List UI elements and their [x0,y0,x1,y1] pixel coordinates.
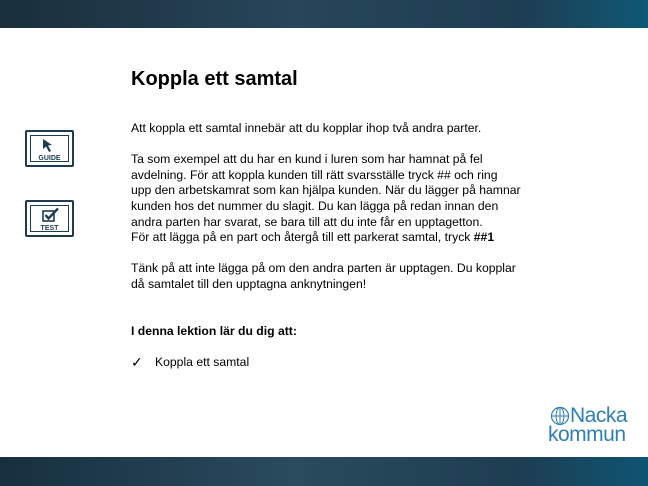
example-line: andra parten har svarat, se bara till att du inte får en upptagetton. [131,214,483,229]
test-label: TEST [40,225,59,232]
example-line: kunden hos det nummer du slagit. Du kan lägga på redan innan den [131,198,499,213]
guide-label: GUIDE [38,155,61,162]
page-title: Koppla ett samtal [131,68,298,90]
lesson-item [131,355,561,371]
test-button[interactable] [25,200,74,237]
shortcut-code: ##1 [473,230,495,245]
logo-line1: Nacka [570,404,628,427]
warning-paragraph [131,261,561,292]
checkbox-check-icon [41,207,61,224]
example-line: För att lägga på en part och återgå till ett parkerat samtal, tryck [131,230,474,245]
warning-line: Tänk på att inte lägga på om den andra parten är upptagen. Du kopplar [131,261,516,276]
example-line: avdelning. För att koppla kunden till rätt svarsställe tryck ## och ring [131,167,498,182]
checkmark-icon: ✓ [131,353,143,370]
top-banner [0,0,648,28]
guide-button[interactable] [25,130,74,167]
warning-line: då samtalet till den upptagna anknytningen! [131,276,367,291]
lesson-item-label: Koppla ett samtal [155,354,250,369]
example-line: Ta som exempel att du har en kund i luren som har hamnat på fel [131,152,483,167]
example-paragraph [131,152,561,246]
lesson-content [131,121,561,370]
lesson-heading: I denna lektion lär du dig att: [131,323,297,338]
example-line: upp den arbetskamrat som kan hjälpa kunden. När du lägger på hamnar [131,183,521,198]
nacka-kommun-logo [548,404,632,446]
cursor-arrow-icon [41,137,59,153]
logo-line2: kommun [548,423,626,446]
bottom-banner [0,457,648,486]
intro-paragraph: Att koppla ett samtal innebär att du kopplar ihop två andra parter. [131,121,482,135]
